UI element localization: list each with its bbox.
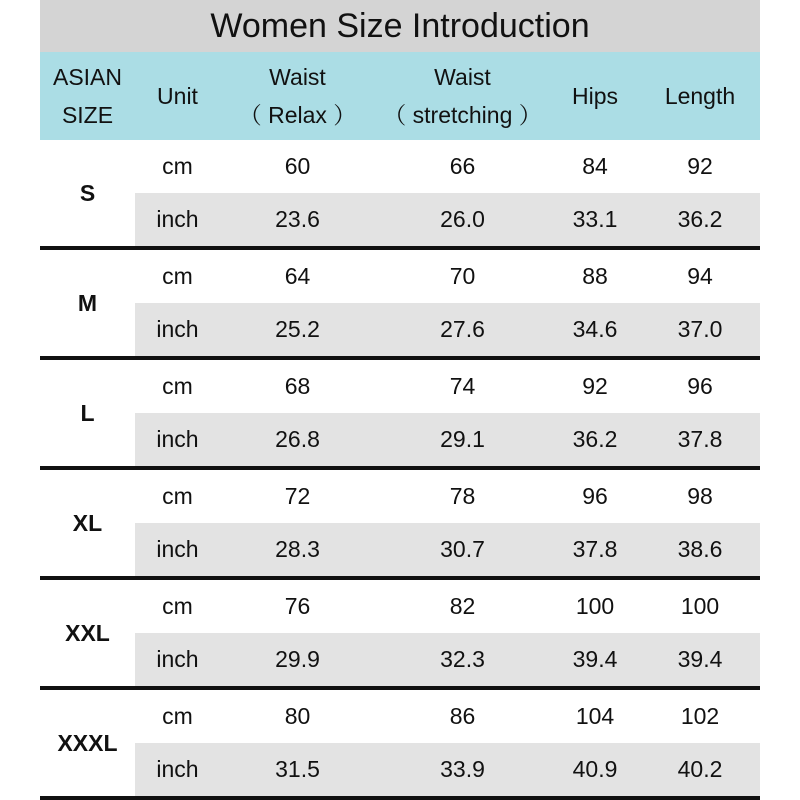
waist-stretching-cell: 27.6 (440, 316, 485, 342)
waist-relax-cell: 76 (284, 593, 311, 619)
hips-cell: 84 (582, 153, 608, 179)
header-length: Length (664, 83, 736, 109)
waist-stretching-cell: 70 (449, 263, 476, 289)
waist-stretching-cell: 33.9 (440, 756, 485, 782)
waist-stretching-cell: 86 (449, 703, 476, 729)
unit-cell: inch (156, 206, 199, 232)
waist-stretching-cell: 78 (449, 483, 476, 509)
length-cell: 36.2 (677, 206, 723, 232)
header-waist-relax (220, 58, 375, 134)
size-label: L (80, 399, 95, 426)
hips-cell: 36.2 (572, 426, 618, 452)
waist-stretching-cell: 26.0 (440, 206, 485, 232)
hips-cell: 88 (582, 263, 608, 289)
length-cell: 102 (680, 703, 720, 729)
length-cell: 94 (687, 263, 713, 289)
table-row-inch (135, 633, 760, 686)
hips-cell: 37.8 (572, 536, 618, 562)
size-group (40, 140, 760, 250)
hips-cell: 92 (582, 373, 608, 399)
size-label: XL (72, 509, 103, 536)
waist-relax-cell: 64 (284, 263, 311, 289)
header-asian-size (40, 58, 135, 134)
waist-stretching-cell: 29.1 (440, 426, 485, 452)
table-row-inch (135, 413, 760, 466)
hips-cell: 39.4 (572, 646, 618, 672)
waist-relax-cell: 25.2 (275, 316, 320, 342)
unit-cell: inch (156, 426, 199, 452)
waist-stretching-cell: 82 (449, 593, 476, 619)
hips-cell: 40.9 (572, 756, 618, 782)
waist-stretching-cell: 32.3 (440, 646, 485, 672)
size-chart (40, 0, 760, 800)
unit-cell: cm (162, 373, 193, 399)
size-label: M (77, 289, 98, 316)
waist-stretching-cell: 66 (449, 153, 476, 179)
table-body (40, 140, 760, 800)
size-group (40, 580, 760, 690)
waist-relax-cell: 28.3 (275, 536, 320, 562)
header-waist-stretching-line1: Waist (434, 64, 491, 90)
size-label: XXXL (57, 729, 118, 756)
size-label: XXL (65, 619, 110, 646)
unit-cell: inch (156, 646, 199, 672)
hips-cell: 33.1 (572, 206, 618, 232)
unit-cell: inch (156, 536, 199, 562)
length-cell: 38.6 (677, 536, 723, 562)
header-waist-relax-line2: （ Relax ） (238, 102, 357, 128)
length-cell: 92 (687, 153, 713, 179)
chart-title: Women Size Introduction (40, 0, 760, 52)
table-row-inch (135, 523, 760, 576)
waist-relax-cell: 26.8 (275, 426, 320, 452)
size-group (40, 360, 760, 470)
table-row-inch (135, 743, 760, 796)
waist-relax-cell: 72 (284, 483, 311, 509)
table-row-cm (135, 250, 760, 303)
unit-cell: cm (162, 703, 193, 729)
length-cell: 100 (680, 593, 720, 619)
waist-relax-cell: 60 (284, 153, 311, 179)
header-asian-size-line2: SIZE (61, 102, 114, 128)
hips-cell: 34.6 (572, 316, 618, 342)
table-row-cm (135, 470, 760, 523)
unit-cell: inch (156, 756, 199, 782)
length-cell: 98 (687, 483, 713, 509)
unit-cell: cm (162, 483, 193, 509)
waist-relax-cell: 23.6 (275, 206, 320, 232)
waist-relax-cell: 31.5 (275, 756, 320, 782)
table-header (40, 52, 760, 140)
waist-relax-cell: 80 (284, 703, 311, 729)
header-waist-relax-line1: Waist (269, 64, 326, 90)
waist-stretching-cell: 74 (449, 373, 476, 399)
hips-cell: 104 (575, 703, 615, 729)
length-cell: 96 (687, 373, 713, 399)
length-cell: 37.8 (677, 426, 723, 452)
header-waist-stretching (375, 58, 550, 134)
unit-cell: cm (162, 263, 193, 289)
header-asian-size-line1: ASIAN (52, 64, 123, 90)
length-cell: 37.0 (677, 316, 723, 342)
table-row-cm (135, 140, 760, 193)
hips-cell: 96 (582, 483, 608, 509)
unit-cell: cm (162, 593, 193, 619)
table-row-inch (135, 193, 760, 246)
size-group (40, 470, 760, 580)
unit-cell: inch (156, 316, 199, 342)
size-label: S (79, 179, 96, 206)
header-hips: Hips (571, 83, 618, 109)
table-row-inch (135, 303, 760, 356)
waist-relax-cell: 29.9 (275, 646, 320, 672)
waist-relax-cell: 68 (284, 373, 311, 399)
unit-cell: cm (162, 153, 193, 179)
table-row-cm (135, 360, 760, 413)
length-cell: 39.4 (677, 646, 723, 672)
size-group (40, 250, 760, 360)
size-group (40, 690, 760, 800)
table-row-cm (135, 690, 760, 743)
hips-cell: 100 (575, 593, 615, 619)
header-waist-stretching-line2: （ stretching ） (383, 102, 542, 128)
table-row-cm (135, 580, 760, 633)
waist-stretching-cell: 30.7 (440, 536, 485, 562)
length-cell: 40.2 (677, 756, 723, 782)
header-unit: Unit (157, 83, 198, 109)
